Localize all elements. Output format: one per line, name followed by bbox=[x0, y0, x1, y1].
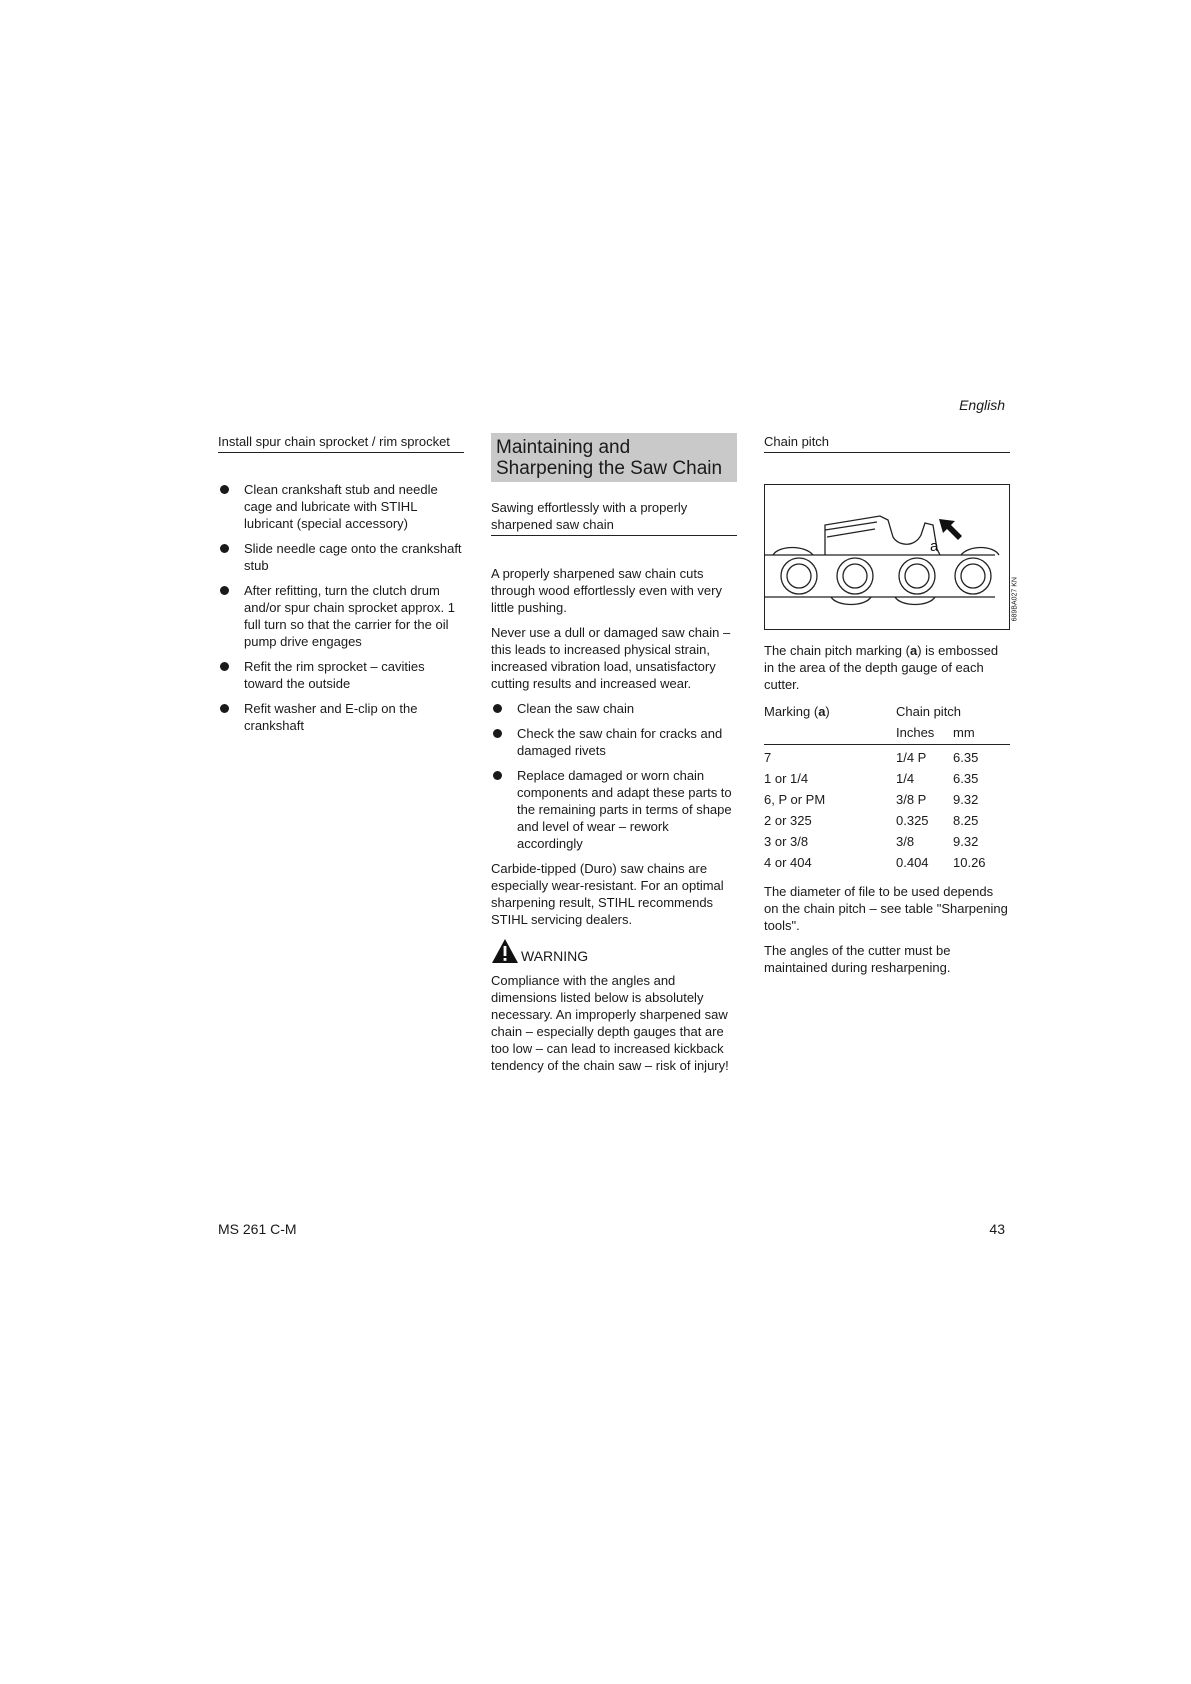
install-steps-list bbox=[218, 481, 464, 734]
footer-model: MS 261 C-M bbox=[218, 1221, 297, 1237]
mm-header: mm bbox=[953, 724, 1010, 745]
table-row: 1 or 1/4 1/4 6.35 bbox=[764, 771, 979, 786]
section-title: Maintaining and Sharpening the Saw Chain bbox=[491, 433, 737, 482]
figure-code: 689BA027 KN bbox=[1011, 577, 1018, 622]
table-header-row bbox=[764, 703, 1010, 724]
page-number: 43 bbox=[989, 1221, 1005, 1237]
saw-chain-illustration bbox=[765, 485, 1011, 631]
table-units-row bbox=[764, 724, 1010, 745]
list-item: Slide needle cage onto the crankshaft stub bbox=[218, 540, 464, 574]
list-item: Clean the saw chain bbox=[491, 700, 737, 717]
sawing-subheading: Sawing effortlessly with a properly sharpened saw chain bbox=[491, 499, 737, 536]
list-item: Check the saw chain for cracks and damaged rivets bbox=[491, 725, 737, 759]
paragraph-cutter-angles: The angles of the cutter must be maintained during resharpening. bbox=[764, 943, 951, 975]
table-row: 4 or 404 0.404 10.26 bbox=[764, 855, 986, 870]
table-row: 6, P or PM 3/8 P 9.32 bbox=[764, 792, 979, 807]
warning-text: Compliance with the angles and dimensions listed below is absolutely necessary. An improperly sharpened saw chain – especially depth gauges that are too low – can lead to increased kickback tendency of the chain saw – risk of injury! bbox=[491, 973, 729, 1073]
marking-label-a: a bbox=[930, 538, 939, 555]
paragraph-carbide: Carbide-tipped (Duro) saw chains are especially wear-resistant. For an optimal sharpening result, STIHL recommends STIHL servicing dealers. bbox=[491, 861, 724, 927]
chain-pitch-caption: The chain pitch marking (a) is embossed in the area of the depth gauge of each cutter. bbox=[764, 643, 999, 692]
risk-of-injury-text: risk of injury bbox=[655, 1058, 726, 1073]
table-row: 2 or 325 0.325 8.25 bbox=[764, 813, 979, 828]
chain-pitch-heading: Chain pitch bbox=[764, 433, 1010, 453]
inches-header: Inches bbox=[896, 724, 953, 745]
install-sprocket-heading: Install spur chain sprocket / rim sprocket bbox=[218, 433, 464, 453]
table-row: 7 1/4 P 6.35 bbox=[764, 750, 979, 765]
list-item: Replace damaged or worn chain components and adapt these parts to the remaining parts in terms of shape and level of wear – rework accordingly bbox=[491, 767, 737, 852]
paragraph-dull-chain: Never use a dull or damaged saw chain – this leads to increased physical strain, increased vibration load, unsatisfactory cutting results and increased wear. bbox=[491, 625, 731, 691]
table-row: 3 or 3/8 3/8 9.32 bbox=[764, 834, 979, 849]
list-item: After refitting, turn the clutch drum and/or spur chain sprocket approx. 1 full turn so that the carrier for the oil pump drive engages bbox=[218, 582, 464, 650]
warning-label: WARNING bbox=[521, 948, 589, 964]
paragraph-file-diameter: The diameter of file to be used depends on the chain pitch – see table "Sharpening tools". bbox=[764, 884, 1008, 933]
chain-pitch-header: Chain pitch bbox=[896, 704, 962, 719]
marking-header: Marking (a) bbox=[764, 704, 830, 719]
column-maintaining-chain bbox=[491, 433, 737, 1082]
warning-header bbox=[491, 938, 737, 964]
paragraph-sharp-chain: A properly sharpened saw chain cuts through wood effortlessly even with very little pushing. bbox=[491, 566, 722, 615]
column-install-sprocket bbox=[218, 433, 464, 742]
column-chain-pitch bbox=[764, 433, 1018, 984]
chain-care-list bbox=[491, 700, 737, 852]
chain-pitch-figure bbox=[764, 484, 1018, 630]
list-item: Refit the rim sprocket – cavities toward the outside bbox=[218, 658, 464, 692]
list-item: Clean crankshaft stub and needle cage and lubricate with STIHL lubricant (special accessory) bbox=[218, 481, 464, 532]
warning-triangle-icon bbox=[491, 938, 519, 964]
language-label: English bbox=[959, 397, 1005, 413]
list-item: Refit washer and E-clip on the crankshaft bbox=[218, 700, 464, 734]
chain-pitch-table bbox=[764, 703, 1010, 875]
